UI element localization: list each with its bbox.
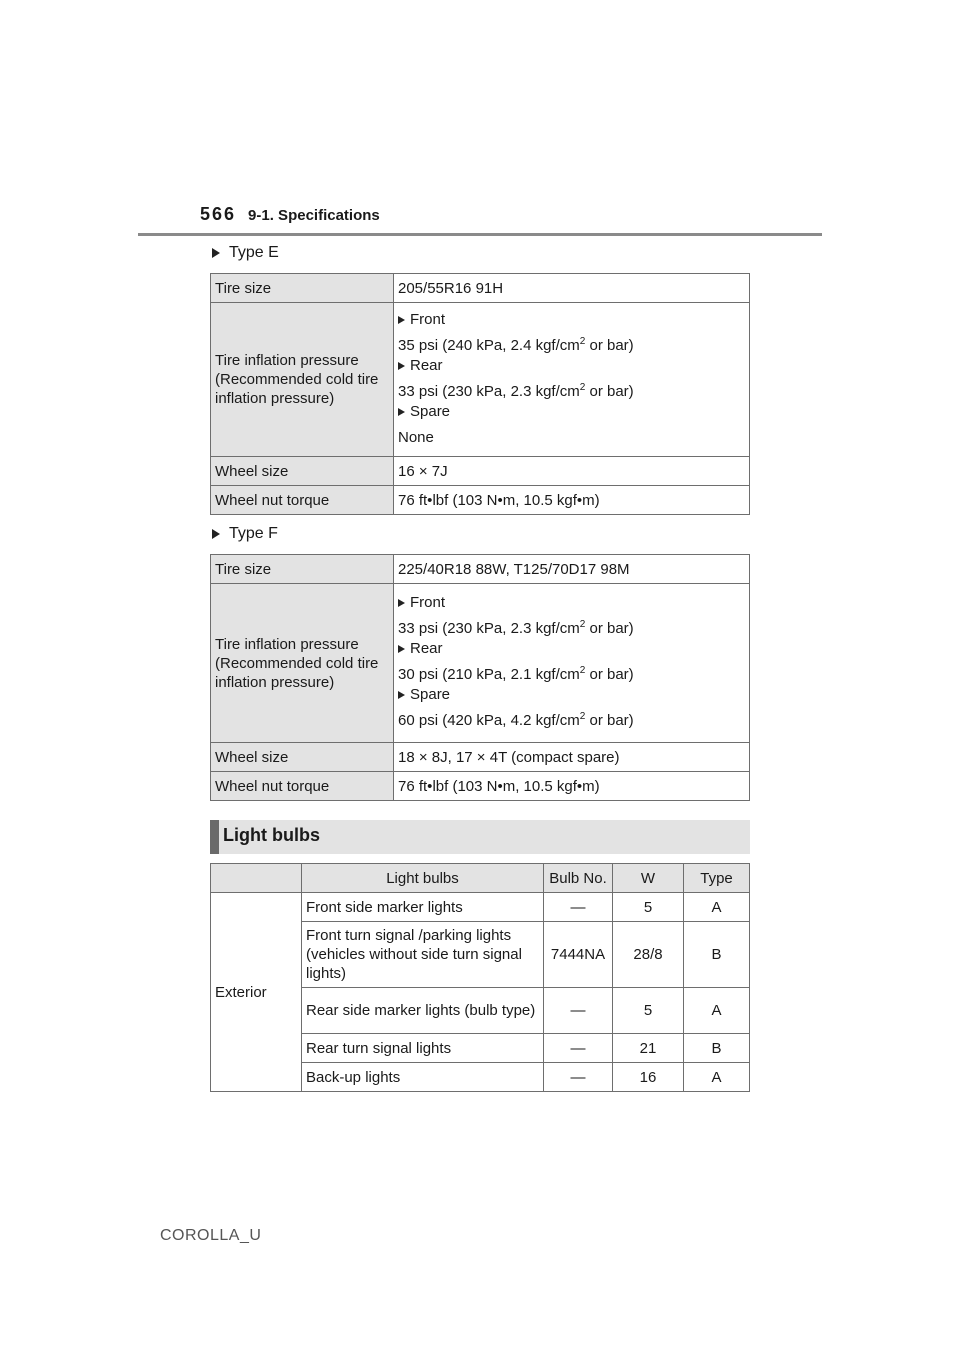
light-bulbs-banner (210, 820, 750, 854)
column-header-light-bulbs: Light bulbs (302, 864, 544, 893)
wheel-size-value: 16 × 7J (394, 457, 750, 486)
table-row (211, 303, 750, 457)
table-row (211, 486, 750, 515)
bulb-name: Front side marker lights (302, 893, 544, 922)
table-row (211, 274, 750, 303)
rear-label: Rear (410, 356, 443, 374)
type-e-table (210, 273, 750, 515)
unit-tail: or bar) (585, 712, 634, 729)
pressure-values (394, 303, 750, 457)
rear-pressure (398, 383, 745, 401)
tire-size-value: 225/40R18 88W, T125/70D17 98M (394, 555, 750, 584)
light-bulbs-table (210, 863, 750, 1092)
rear-pressure (398, 666, 745, 684)
bulb-number: — (544, 1034, 613, 1063)
superscript: 2 (579, 335, 586, 347)
bulb-name: Back-up lights (302, 1063, 544, 1092)
wheel-size-value: 18 × 8J, 17 × 4T (compact spare) (394, 743, 750, 772)
bulb-name: Front turn signal /parking lights (vehicles without side turn signal lights) (302, 922, 544, 988)
bulb-number: — (544, 893, 613, 922)
torque-value: 76 ft•lbf (103 N•m, 10.5 kgf•m) (394, 486, 750, 515)
superscript: 2 (579, 711, 586, 722)
spare-sub (398, 403, 745, 421)
bulb-number: 7444NA (544, 922, 613, 988)
triangle-bullet-icon (398, 316, 405, 324)
superscript: 2 (579, 665, 586, 676)
pressure-values (394, 584, 750, 743)
table-row (211, 555, 750, 584)
bulb-watts: 28/8 (613, 922, 684, 988)
superscript: 2 (579, 381, 586, 393)
table-header-row (211, 864, 750, 893)
spare-label: Spare (410, 686, 451, 703)
rear-label: Rear (410, 640, 443, 657)
triangle-bullet-icon (398, 408, 405, 416)
page-header (200, 204, 380, 225)
table-row (211, 893, 750, 922)
front-sub (398, 311, 745, 329)
type-f-heading (212, 525, 278, 543)
unit-tail: or bar) (585, 666, 634, 683)
torque-value: 76 ft•lbf (103 N•m, 10.5 kgf•m) (394, 772, 750, 801)
triangle-bullet-icon (398, 645, 405, 653)
wheel-size-label: Wheel size (211, 457, 394, 486)
bulb-watts: 5 (613, 893, 684, 922)
type-f-table (210, 554, 750, 801)
rear-sub (398, 357, 745, 375)
table-row (211, 772, 750, 801)
footer-model-code: COROLLA_U (160, 1227, 262, 1244)
pressure-label: Tire inflation pressure (Recommended cold tire inflation pressure) (211, 303, 394, 457)
tire-size-label: Tire size (211, 274, 394, 303)
triangle-bullet-icon (398, 362, 405, 370)
front-pressure-text: 35 psi (240 kPa, 2.4 kgf/cm (398, 336, 580, 354)
column-header-blank (211, 864, 302, 893)
bulb-watts: 16 (613, 1063, 684, 1092)
bulb-type: B (684, 922, 750, 988)
light-bulbs-title: Light bulbs (223, 825, 320, 845)
superscript: 2 (579, 619, 586, 630)
front-pressure (398, 337, 745, 355)
banner-accent-bar (210, 820, 219, 854)
front-pressure-text: 33 psi (230 kPa, 2.3 kgf/cm (398, 620, 580, 637)
front-pressure (398, 620, 745, 638)
bulb-type: A (684, 893, 750, 922)
spare-pressure-text: 60 psi (420 kPa, 4.2 kgf/cm (398, 712, 580, 729)
table-row (211, 743, 750, 772)
spare-pressure (398, 712, 745, 730)
rear-pressure-text: 30 psi (210 kPa, 2.1 kgf/cm (398, 666, 580, 683)
bulb-watts: 21 (613, 1034, 684, 1063)
type-e-heading (212, 244, 279, 262)
triangle-bullet-icon (398, 691, 405, 699)
bulb-watts: 5 (613, 988, 684, 1034)
rear-sub (398, 640, 745, 658)
front-label: Front (410, 594, 446, 611)
header-rule (138, 233, 822, 236)
bulb-type: A (684, 988, 750, 1034)
front-label: Front (410, 310, 446, 328)
triangle-bullet-icon (212, 529, 220, 539)
spare-label: Spare (410, 402, 451, 420)
unit-tail: or bar) (585, 620, 634, 637)
triangle-bullet-icon (212, 248, 220, 258)
torque-label: Wheel nut torque (211, 486, 394, 515)
unit-tail: or bar) (585, 336, 634, 354)
spare-sub (398, 686, 745, 704)
column-header-bulb-no: Bulb No. (544, 864, 613, 893)
page-number: 566 (200, 204, 237, 224)
exterior-group-label: Exterior (211, 893, 302, 1092)
table-row (211, 584, 750, 743)
column-header-type: Type (684, 864, 750, 893)
section-title: 9-1. Specifications (248, 207, 380, 224)
tire-size-value: 205/55R16 91H (394, 274, 750, 303)
bulb-name: Rear side marker lights (bulb type) (302, 988, 544, 1034)
front-sub (398, 594, 745, 612)
pressure-label: Tire inflation pressure (Recommended cold tire inflation pressure) (211, 584, 394, 743)
rear-pressure-text: 33 psi (230 kPa, 2.3 kgf/cm (398, 382, 580, 400)
type-e-heading-text: Type E (229, 244, 279, 261)
triangle-bullet-icon (398, 599, 405, 607)
table-row (211, 457, 750, 486)
torque-label: Wheel nut torque (211, 772, 394, 801)
type-f-heading-text: Type F (229, 525, 278, 542)
bulb-type: B (684, 1034, 750, 1063)
bulb-number: — (544, 1063, 613, 1092)
tire-size-label: Tire size (211, 555, 394, 584)
column-header-w: W (613, 864, 684, 893)
wheel-size-label: Wheel size (211, 743, 394, 772)
bulb-number: — (544, 988, 613, 1034)
unit-tail: or bar) (585, 382, 634, 400)
bulb-type: A (684, 1063, 750, 1092)
bulb-name: Rear turn signal lights (302, 1034, 544, 1063)
spare-pressure: None (398, 428, 434, 446)
